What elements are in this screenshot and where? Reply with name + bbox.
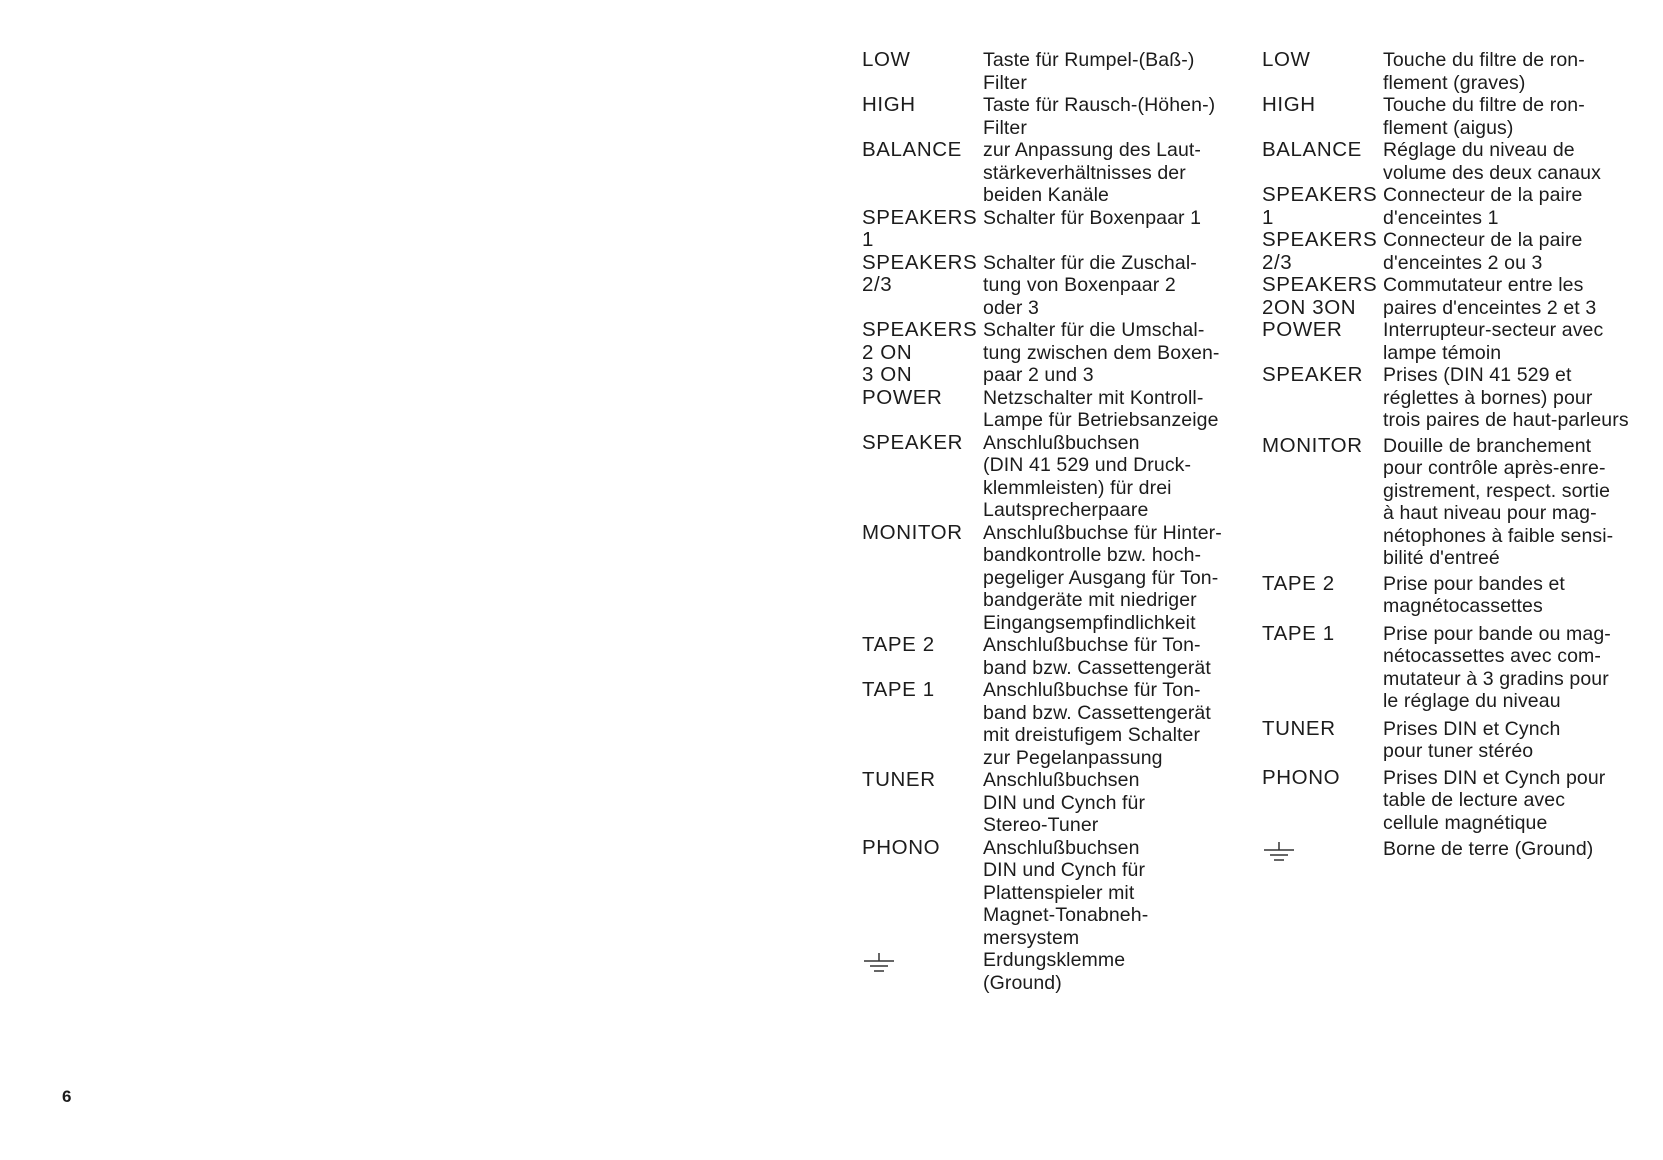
glossary-entry — [862, 432, 1237, 522]
entry-description: Taste für Rausch-(Höhen-) Filter — [983, 94, 1216, 139]
glossary-entry — [862, 634, 1237, 679]
glossary-entry — [1262, 718, 1647, 763]
glossary-entry — [1262, 94, 1647, 139]
glossary-entry — [1262, 184, 1647, 229]
entry-description: Connecteur de la paire d'enceintes 1 — [1383, 184, 1583, 229]
entry-description: Douille de branchement pour contrôle après-enre- gistrement, respect. sortie à haut niveau pour mag- nétophones à faible sensi- bilité d'entreé — [1383, 434, 1614, 569]
glossary-entry — [862, 319, 1237, 387]
glossary-entry — [1262, 435, 1647, 570]
glossary-entry — [1262, 838, 1647, 862]
entry-term: SPEAKERS 1 — [1262, 183, 1378, 229]
entry-description: Interrupteur-secteur avec lampe témoin — [1383, 319, 1604, 364]
entry-description: Prises DIN et Cynch pour table de lecture avec cellule magnétique — [1383, 766, 1606, 834]
entry-description: Prises DIN et Cynch pour tuner stéréo — [1383, 717, 1561, 762]
glossary-entry — [862, 387, 1237, 432]
entry-description: Touche du filtre de ron- flement (aigus) — [1383, 94, 1585, 139]
entry-term: MONITOR — [862, 520, 963, 544]
entry-description: Anschlußbuchsen DIN und Cynch für Plattenspieler mit Magnet-Tonabneh- mersystem — [983, 836, 1149, 949]
ground-icon — [862, 949, 983, 973]
column-french — [1262, 49, 1647, 862]
entry-description: Netzschalter mit Kontroll- Lampe für Betriebsanzeige — [983, 386, 1219, 431]
glossary-entry — [1262, 573, 1647, 618]
entry-description: Anschlußbuchsen DIN und Cynch für Stereo-Tuner — [983, 769, 1146, 836]
entry-term: SPEAKER — [862, 430, 964, 454]
entry-description: Prises (DIN 41 529 et réglettes à bornes) pour trois paires de haut-parleurs — [1383, 364, 1629, 431]
entry-term: SPEAKERS 2ON 3ON — [1262, 273, 1378, 319]
entry-term: HIGH — [862, 93, 916, 116]
glossary-entry — [862, 94, 1237, 139]
entry-term: POWER — [1262, 318, 1343, 341]
entry-description: Schalter für Boxenpaar 1 — [983, 206, 1202, 229]
entry-term: TUNER — [1262, 716, 1336, 740]
entry-term: PHONO — [862, 835, 941, 859]
glossary-entry — [1262, 623, 1647, 713]
entry-description: Commutateur entre les paires d'enceintes 2 et 3 — [1383, 274, 1597, 319]
ground-icon — [1262, 838, 1383, 862]
glossary-entry — [1262, 49, 1647, 94]
glossary-entry — [1262, 139, 1647, 184]
entry-description: Schalter für die Umschal- tung zwischen dem Boxen- paar 2 und 3 — [983, 319, 1220, 386]
glossary-entry — [862, 837, 1237, 950]
entry-description: Touche du filtre de ron- flement (graves) — [1383, 49, 1585, 94]
glossary-entry — [862, 49, 1237, 94]
entry-description: Anschlußbuchsen (DIN 41 529 und Druck- klemmleisten) für drei Lautsprecherpaare — [983, 431, 1192, 521]
page-number: 6 — [62, 1087, 72, 1106]
entry-term: PHONO — [1262, 765, 1341, 789]
entry-description: Prise pour bandes et magnétocassettes — [1383, 572, 1565, 617]
entry-term: HIGH — [1262, 93, 1316, 116]
glossary-entry — [1262, 274, 1647, 319]
glossary-entry — [862, 522, 1237, 635]
entry-term: TAPE 2 — [862, 633, 935, 656]
glossary-entry — [1262, 767, 1647, 835]
entry-term: TAPE 1 — [862, 678, 935, 701]
entry-description: Réglage du niveau de volume des deux canaux — [1383, 139, 1601, 184]
column-german — [862, 49, 1237, 994]
entry-term: SPEAKERS 2/3 — [862, 250, 978, 296]
entry-description: Borne de terre (Ground) — [1383, 838, 1594, 860]
glossary-entry — [862, 769, 1237, 837]
entry-description: Prise pour bande ou mag- nétocassettes avec com- mutateur à 3 gradins pour le réglage du niveau — [1383, 622, 1611, 712]
entry-description: Connecteur de la paire d'enceintes 2 ou 3 — [1383, 229, 1583, 274]
entry-term: SPEAKERS 2 ON 3 ON — [862, 318, 978, 386]
entry-description: Schalter für die Zuschal- tung von Boxenpaar 2 oder 3 — [983, 251, 1197, 319]
glossary-entry — [1262, 319, 1647, 364]
entry-term: TUNER — [862, 768, 936, 791]
glossary-entry — [862, 207, 1237, 252]
glossary-entry — [862, 679, 1237, 769]
entry-description: Taste für Rumpel-(Baß-) Filter — [983, 49, 1195, 94]
entry-term: POWER — [862, 385, 943, 409]
entry-description: Erdungsklemme (Ground) — [983, 949, 1126, 994]
glossary-entry — [862, 252, 1237, 320]
entry-description: Anschlußbuchse für Hinter- bandkontrolle bzw. hoch- pegeliger Ausgang für Ton- bandgeräte mit niedriger Eingangsempfindlichkeit — [983, 521, 1222, 634]
entry-term: SPEAKER — [1262, 363, 1364, 386]
glossary-entry — [1262, 229, 1647, 274]
entry-term: BALANCE — [1262, 138, 1362, 161]
entry-term: TAPE 2 — [1262, 571, 1335, 595]
entry-description: zur Anpassung des Laut- stärkeverhältnisses der beiden Kanäle — [983, 139, 1202, 206]
glossary-entry — [1262, 364, 1647, 432]
entry-term: LOW — [862, 48, 911, 71]
entry-term: TAPE 1 — [1262, 621, 1335, 645]
entry-term: MONITOR — [1262, 433, 1363, 457]
glossary-entry — [862, 949, 1237, 994]
entry-term: LOW — [1262, 48, 1311, 71]
glossary-entry — [862, 139, 1237, 207]
entry-term: BALANCE — [862, 138, 962, 161]
entry-description: Anschlußbuchse für Ton- band bzw. Cassettengerät mit dreistufigem Schalter zur Pegelanpassung — [983, 679, 1211, 769]
entry-term: SPEAKERS 2/3 — [1262, 228, 1378, 274]
entry-description: Anschlußbuchse für Ton- band bzw. Cassettengerät — [983, 634, 1211, 679]
entry-term: SPEAKERS 1 — [862, 205, 978, 251]
